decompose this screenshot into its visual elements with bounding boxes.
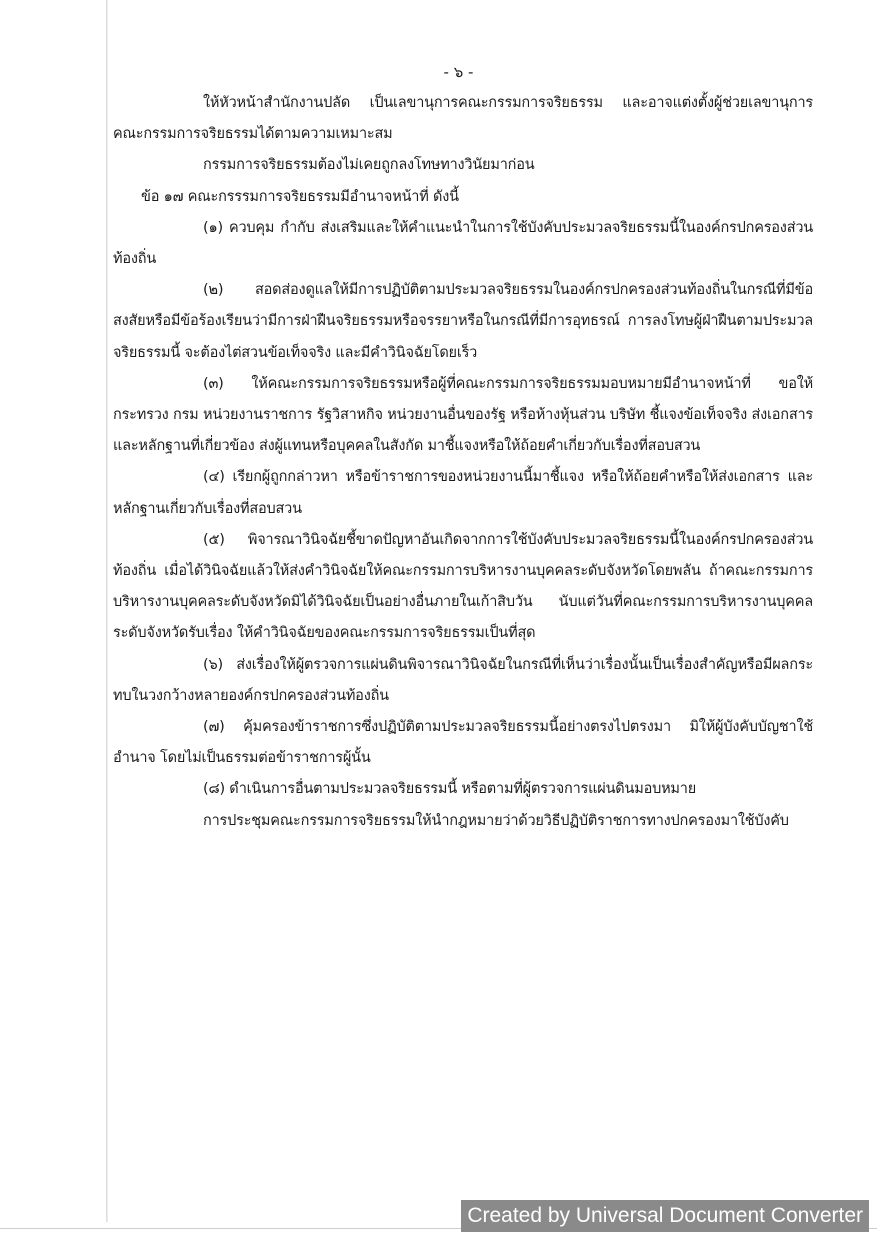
- paragraph: (๒) สอดส่องดูแลให้มีการปฏิบัติตามประมวลจริยธรรมในองค์กรปกครองส่วนท้องถิ่นในกรณีที่มีข้อสงสัยหรือมีข้อร้องเรียนว่ามีการฝ่าฝืนจริยธรรมหรือจรรยาหรือในกรณีที่มีการอุทธรณ์ การลงโทษผู้ฝ่าฝืนตามประมวลจริยธรรมนี้ จะต้องไต่สวนข้อเท็จจริง และมีคำวินิจฉัยโดยเร็ว: [113, 282, 813, 361]
- paragraph: (๖) ส่งเรื่องให้ผู้ตรวจการแผ่นดินพิจารณาวินิจฉัยในกรณีที่เห็นว่าเรื่องนั้นเป็นเรื่องสำคัญหรือมีผลกระทบในวงกว้างหลายองค์กรปกครองส่วนท้องถิ่น: [113, 656, 813, 704]
- scan-binding-edge: [106, 0, 108, 1222]
- paragraph: การประชุมคณะกรรมการจริยธรรมให้นำกฎหมายว่าด้วยวิธีปฏิบัติราชการทางปกครองมาใช้บังคับ: [203, 812, 789, 829]
- paragraph: (๕) พิจารณาวินิจฉัยชี้ขาดปัญหาอันเกิดจากการใช้บังคับประมวลจริยธรรมนี้ในองค์กรปกครองส่วนท้องถิ่น เมื่อได้วินิจฉัยแล้วให้ส่งคำวินิจฉัยให้คณะกรรมการบริหารงานบุคคลระดับจังหวัดโดยพลัน ถ้าคณะกรรมการบริหารงานบุคคลระดับจังหวัดมิได้วินิจฉัยเป็นอย่างอื่นภายในเก้าสิบวัน นับแต่วันที่คณะกรรมการบริหารงานบุคคลระดับจังหวัดรับเรื่อง ให้คำวินิจฉัยของคณะกรรมการจริยธรรมเป็นที่สุด: [113, 531, 813, 642]
- document-body: [113, 88, 813, 837]
- page-number: - ๖ -: [443, 63, 474, 81]
- paragraph: (๗) คุ้มครองข้าราชการซึ่งปฏิบัติตามประมวลจริยธรรมนี้อย่างตรงไปตรงมา มิให้ผู้บังคับบัญชาใช้อำนาจ โดยไม่เป็นธรรมต่อข้าราชการผู้นั้น: [113, 719, 813, 767]
- paragraph: (๔) เรียกผู้ถูกกล่าวหา หรือข้าราชการของหน่วยงานนี้มาชี้แจง หรือให้ถ้อยคำหรือให้ส่งเอกสาร และหลักฐานเกี่ยวกับเรื่องที่สอบสวน: [113, 469, 813, 517]
- paragraph: กรรมการจริยธรรมต้องไม่เคยถูกลงโทษทางวินัยมาก่อน: [203, 157, 535, 174]
- converter-watermark: Created by Universal Document Converter: [461, 1200, 869, 1232]
- paragraph: (๓) ให้คณะกรรมการจริยธรรมหรือผู้ที่คณะกรรมการจริยธรรมมอบหมายมีอำนาจหน้าที่ ขอให้กระทรวง กรม หน่วยงานราชการ รัฐวิสาหกิจ หน่วยงานอื่นของรัฐ หรือห้างหุ้นส่วน บริษัท ชี้แจงข้อเท็จจริง ส่งเอกสารและหลักฐานที่เกี่ยวข้อง ส่งผู้แทนหรือบุคคลในสังกัด มาชี้แจงหรือให้ถ้อยคำเกี่ยวกับเรื่องที่สอบสวน: [113, 375, 813, 455]
- paragraph: (๑) ควบคุม กำกับ ส่งเสริมและให้คำแนะนำในการใช้บังคับประมวลจริยธรรมนี้ในองค์กรปกครองส่วนท้องถิ่น: [113, 219, 813, 268]
- paragraph: (๘) ดำเนินการอื่นตามประมวลจริยธรรมนี้ หรือตามที่ผู้ตรวจการแผ่นดินมอบหมาย: [203, 781, 697, 798]
- paragraph: ให้หัวหน้าสำนักงานปลัด เป็นเลขานุการคณะกรรมการจริยธรรม และอาจแต่งตั้งผู้ช่วยเลขานุการคณะกรรมการจริยธรรมได้ตามความเหมาะสม: [113, 95, 813, 143]
- paragraph: ข้อ ๑๗ คณะกรรรมการจริยธรรมมีอำนาจหน้าที่ ดังนี้: [141, 188, 459, 205]
